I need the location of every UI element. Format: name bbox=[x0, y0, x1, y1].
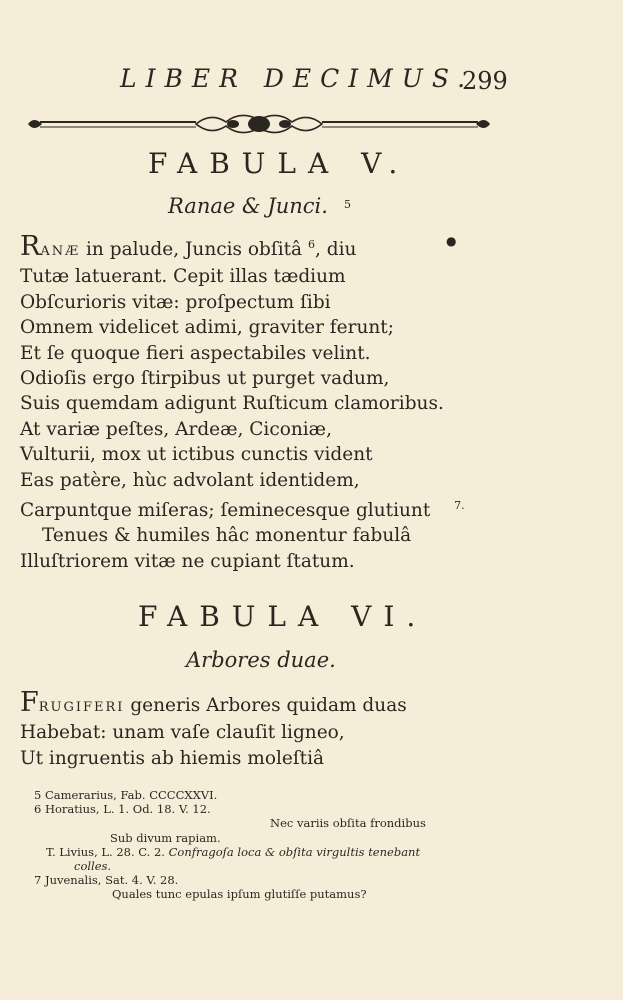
fable-5-moral-line: Tenues & humiles hâc monentur fabulâ bbox=[42, 525, 412, 547]
drop-cap: F bbox=[20, 687, 39, 718]
fable-5-subtitle: Ranae & Junci. bbox=[168, 194, 328, 218]
fable-6-title: FABULA VI. bbox=[138, 600, 428, 633]
fable-5-line: Obſcurioris vitæ: proſpectum ſibi bbox=[20, 291, 331, 313]
fable-5-line: RANÆ in palude, Juncis obſitâ $^6$, diu bbox=[20, 231, 357, 262]
drop-cap: R bbox=[20, 231, 41, 262]
fable-6-subtitle: Arbores duae. bbox=[186, 648, 336, 672]
note-ref: 6 bbox=[307, 238, 315, 251]
footnote-quote: Nec variis obſita frondibus bbox=[270, 816, 426, 831]
fable-6-text bbox=[20, 687, 407, 771]
footnote-6: 6 Horatius, L. 1. Od. 18. V. 12. bbox=[34, 802, 211, 817]
fable-5-line: Odioſis ergo ſtirpibus ut purget vadum, bbox=[20, 368, 390, 390]
fable-5-subtitle-note: 5 bbox=[344, 198, 351, 211]
fable-6-line: Habebat: unam vaſe clauſit ligneo, bbox=[20, 722, 345, 744]
fable-5-line: At variæ peſtes, Ardeæ, Ciconiæ, bbox=[20, 418, 332, 440]
footnotes bbox=[34, 788, 426, 902]
margin-dot-icon: ● bbox=[446, 234, 457, 248]
footnote-livy: T. Livius, L. 28. C. 2. Confragoſa loca & obſita virgultis tenebant bbox=[46, 844, 421, 859]
footnote-livy-cont: colles. bbox=[74, 859, 112, 874]
fable-5-line: Carpuntque miſeras; ſeminecesque glutiunt $^{7.}$ bbox=[20, 499, 465, 522]
fable-5-title: FABULA V. bbox=[148, 147, 410, 180]
footnote-quote: Quales tunc epulas ipſum glutiſſe putamus? bbox=[112, 887, 367, 902]
first-word-smallcaps: RUGIFERI bbox=[38, 700, 125, 715]
footnote-quote: Sub divum rapiam. bbox=[110, 830, 221, 845]
ornament-divider-icon bbox=[26, 104, 492, 144]
page-number: 299 bbox=[462, 67, 508, 95]
fable-6-line: Ut ingruentis ab hiemis moleſtiâ bbox=[20, 747, 325, 769]
fable-5-line: Et ſe quoque fieri aspectabiles velint. bbox=[20, 342, 371, 364]
fable-5-text bbox=[20, 232, 465, 574]
fable-6-line: FRUGIFERI generis Arbores quidam duas bbox=[20, 687, 407, 718]
fable-5-line: Vulturii, mox ut ictibus cunctis vident bbox=[20, 444, 373, 466]
fable-5-line: Suis quemdam adigunt Ruſticum clamoribus. bbox=[20, 393, 444, 415]
note-ref: 7. bbox=[454, 499, 465, 513]
running-head: LIBER DECIMUS. bbox=[120, 64, 475, 93]
fable-5-line: Omnem videlicet adimi, graviter ferunt; bbox=[20, 317, 394, 339]
fable-5-line: Tutæ latuerant. Cepit illas tædium bbox=[20, 266, 346, 288]
fable-5-moral-line: Illuſtriorem vitæ ne cupiant ſtatum. bbox=[20, 550, 355, 572]
fable-5-line: Eas patère, hùc advolant identidem, bbox=[20, 469, 360, 491]
footnote-7: 7 Juvenalis, Sat. 4. V. 28. bbox=[34, 873, 179, 888]
footnote-5: 5 Camerarius, Fab. CCCCXXVI. bbox=[34, 788, 218, 802]
first-word-smallcaps: ANÆ bbox=[40, 244, 81, 259]
